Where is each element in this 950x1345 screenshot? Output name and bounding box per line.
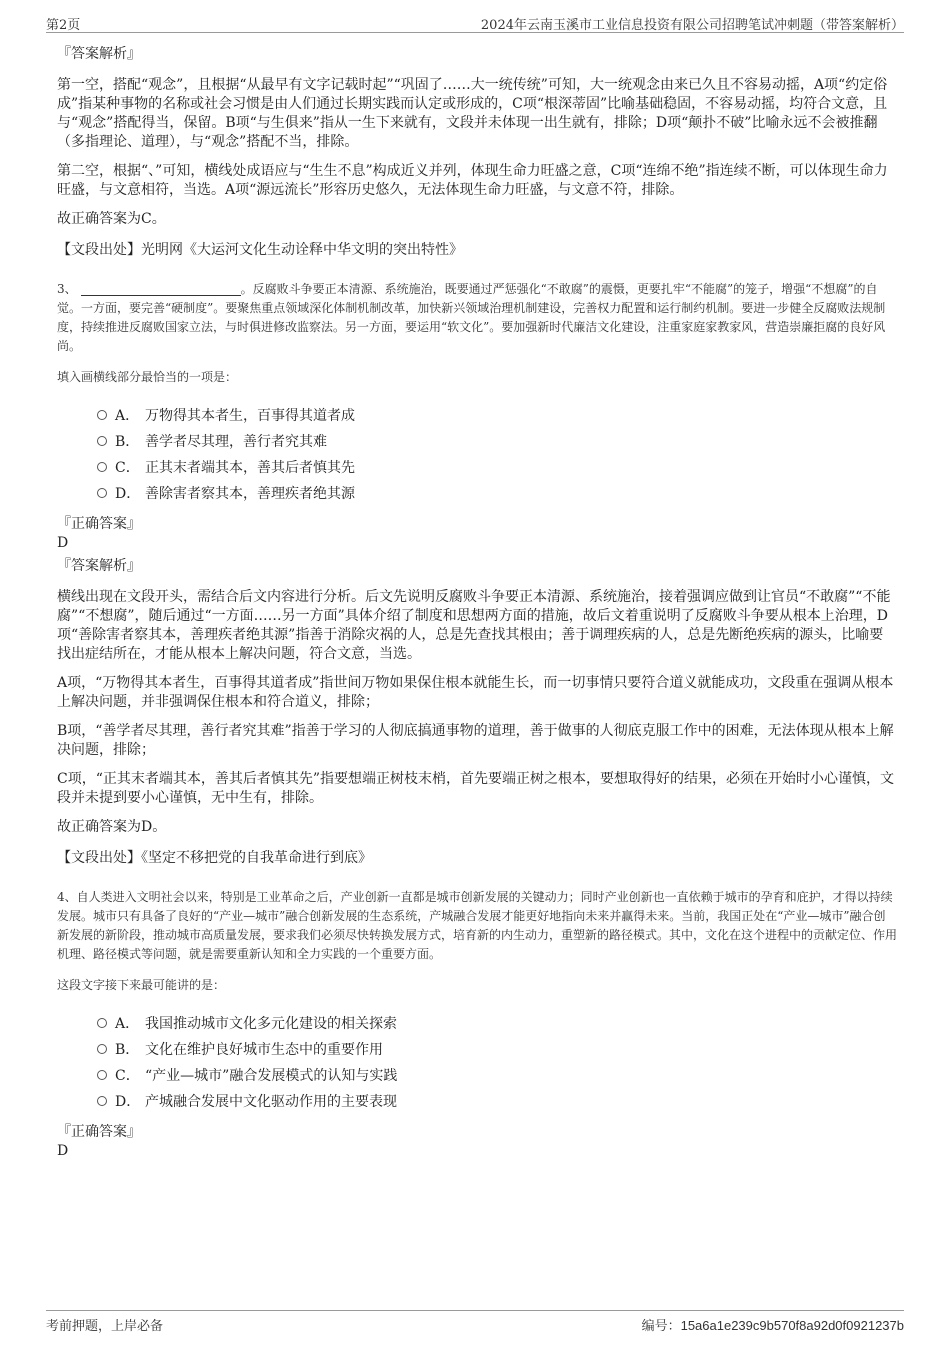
option-text: “产业—城市”融合发展模式的认知与实践 — [145, 1068, 398, 1084]
page-footer — [46, 1310, 904, 1335]
radio-icon[interactable] — [97, 436, 107, 446]
q2-source: 【文段出处】光明网《大运河文化生动诠释中华文明的突出特性》 — [57, 242, 463, 258]
q3-analysis-paragraph-2: A项，“万物得其本者生，百事得其道者成”指世间万物如果保住根本就能生长，而一切事情只要符合道义就能成功，文段重在强调从根本上解决问题，并非强调保住根本和符合道义，排除； — [57, 675, 894, 710]
page-number: 第2页 — [46, 18, 81, 33]
q2-analysis-paragraph-3: 故正确答案为C。 — [57, 211, 166, 227]
q3-option-a[interactable] — [97, 402, 897, 428]
q3-analysis-paragraph-3: B项，“善学者尽其理，善行者究其难”指善于学习的人彻底搞通事物的道理，善于做事的人彻底克服工作中的困难，无法体现从根本上解决问题，排除； — [57, 723, 894, 758]
option-key: D． — [115, 486, 141, 502]
q4-option-b[interactable] — [97, 1036, 897, 1062]
radio-icon[interactable] — [97, 410, 107, 420]
radio-icon[interactable] — [97, 1070, 107, 1080]
option-text: 善学者尽其理，善行者究其难 — [145, 434, 327, 450]
option-text: 产城融合发展中文化驱动作用的主要表现 — [145, 1094, 397, 1110]
option-text: 善除害者察其本，善理疾者绝其源 — [145, 486, 355, 502]
q4-options — [97, 1010, 897, 1114]
q3-prompt: 填入画横线部分最恰当的一项是： — [57, 370, 238, 384]
q2-analysis-paragraph-1: 第一空，搭配“观念”，且根据“从最早有文字记载时起”“巩固了……大一统传统”可知，大一统观念由来已久且不容易动摇，A项“约定俗成”指某种事物的名称或社会习惯是由人们通过长期实践而认定或形成的，C项“根深蒂固”比喻基础稳固，不容易动摇，均符合文意，且与“观念”搭配得当，保留。B项“与生俱来”指从一生下来就有，文段并未体现一出生就有，排除；D项“颠扑不破”比喻永远不会被推翻（多指理论、道理），与“观念”搭配不当，排除。 — [57, 77, 888, 150]
radio-icon[interactable] — [97, 488, 107, 498]
q2-analysis-paragraph-2: 第二空，根据“、”可知，横线处成语应与“生生不息”构成近义并列，体现生命力旺盛之意，C项“连绵不绝”指连续不断，可以体现生命力旺盛，与文意相符，当选。A项“源远流长”形容历史悠久，无法体现生命力旺盛，与文意不符，排除。 — [57, 163, 888, 198]
q3-analysis-label: 『答案解析』 — [57, 558, 141, 574]
q4-correct-label: 『正确答案』 — [57, 1124, 141, 1140]
q3-option-b[interactable] — [97, 428, 897, 454]
footer-code-label: 编号： — [641, 1319, 681, 1334]
q4-correct-answer: D — [57, 1143, 69, 1159]
option-text: 正其末者端其本，善其后者慎其先 — [145, 460, 355, 476]
q2-analysis-label: 『答案解析』 — [57, 46, 141, 62]
q3-correct-label: 『正确答案』 — [57, 516, 141, 532]
q4-option-c[interactable] — [97, 1062, 897, 1088]
q3-analysis-paragraph-5: 故正确答案为D。 — [57, 819, 167, 835]
q3-options — [97, 402, 897, 506]
option-text: 万物得其本者生，百事得其道者成 — [145, 408, 355, 424]
document-title: 2024年云南玉溪市工业信息投资有限公司招聘笔试冲刺题（带答案解析） — [480, 18, 904, 33]
q4-prompt: 这段文字接下来最可能讲的是： — [57, 978, 226, 992]
option-key: B． — [115, 434, 140, 450]
option-text: 文化在维护良好城市生态中的重要作用 — [145, 1042, 383, 1058]
page-content — [57, 44, 897, 1164]
q3-correct-answer: D — [57, 535, 69, 551]
q3-option-c[interactable] — [97, 454, 897, 480]
q3-option-d[interactable] — [97, 480, 897, 506]
option-key: D． — [115, 1094, 141, 1110]
footer-code-value: 15a6a1e239c9b570f8a92d0f0921237b — [680, 1318, 904, 1333]
footer-slogan: 考前押题，上岸必备 — [46, 1319, 164, 1334]
q3-analysis-paragraph-1: 横线出现在文段开头，需结合后文内容进行分析。后文先说明反腐败斗争要正本清源、系统施治，接着强调应做到让官员“不敢腐”“不能腐”“不想腐”，随后通过“一方面……另一方面”具体介绍了制度和思想两方面的措施，故后文着重说明了反腐败斗争要从根本上治理，D项“善除害者察其本，善理疾者绝其源”指善于消除灾祸的人，总是先查找其根由；善于调理疾病的人，总是先断绝疾病的源头，比喻要找出症结所在，才能从根本上解决问题，符合文意，当选。 — [57, 589, 891, 662]
q3-text — [57, 280, 897, 356]
q3-analysis-paragraph-4: C项，“正其末者端其本，善其后者慎其先”指要想端正树枝末梢，首先要端正树之根本，要想取得好的结果，必须在开始时小心谨慎，文段并未提到要小心谨慎，无中生有，排除。 — [57, 771, 895, 806]
q4-text: 4、自人类进入文明社会以来，特别是工业革命之后，产业创新一直都是城市创新发展的关键动力；同时产业创新也一直依赖于城市的孕育和庇护，才得以持续发展。城市只有具备了良好的“产业—城市”融合创新发展的生态系统，产城融合发展才能更好地指向未来并赢得未来。当前，我国正处在“产业—城市”融合创新发展的新阶段，推动城市高质量发展，要求我们必须尽快转换发展方式，培育新的内生动力，重塑新的路径模式。其中，文化在这个进程中的贡献定位、作用机理、路径模式等问题，就是需要重新认知和全力实践的一个重要方面。 — [57, 890, 898, 961]
footer-code — [642, 1315, 904, 1334]
radio-icon[interactable] — [97, 1018, 107, 1028]
radio-icon[interactable] — [97, 462, 107, 472]
q3-number: 3、 — [57, 282, 77, 296]
q3-source: 【文段出处】《坚定不移把党的自我革命进行到底》 — [57, 850, 372, 866]
option-key: C． — [115, 1068, 140, 1084]
q4-option-d[interactable] — [97, 1088, 897, 1114]
radio-icon[interactable] — [97, 1044, 107, 1054]
q3-blank — [81, 281, 241, 296]
option-key: B． — [115, 1042, 140, 1058]
radio-icon[interactable] — [97, 1096, 107, 1106]
option-key: A． — [115, 1016, 140, 1032]
q3-body: 。反腐败斗争要正本清源、系统施治，既要通过严惩强化“不敢腐”的震慑，更要扎牢“不能腐”的笼子，增强“不想腐”的自觉。一方面，要完善“硬制度”。要聚焦重点领域深化体制机制改革，加快新兴领域治理机制建设，完善权力配置和运行制约机制。要进一步健全反腐败法规制度，持续推进反腐败国家立法，与时俱进修改监察法。另一方面，要运用“软文化”。要加强新时代廉洁文化建设，注重家庭家教家风，营造崇廉拒腐的良好风尚。 — [57, 282, 886, 353]
q4-option-a[interactable] — [97, 1010, 897, 1036]
option-key: C． — [115, 460, 140, 476]
option-key: A． — [115, 408, 140, 424]
option-text: 我国推动城市文化多元化建设的相关探索 — [145, 1016, 397, 1032]
page-header — [46, 12, 904, 33]
